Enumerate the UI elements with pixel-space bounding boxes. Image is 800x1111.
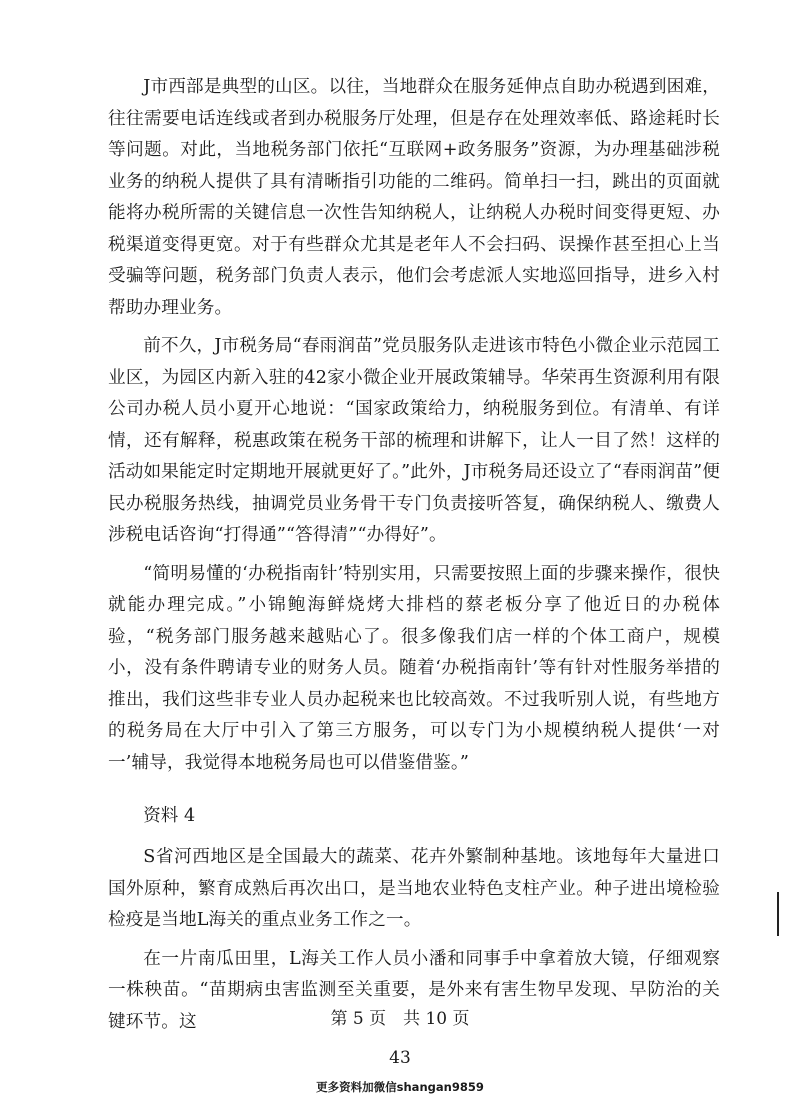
section-paragraph-1: S省河西地区是全国最大的蔬菜、花卉外繁制种基地。该地每年大量进口国外原种，繁育成熟后再次出口，是当地农业特色支柱产业。种子进出境检验检疫是当地L海关的重点业务工作之一。 <box>108 847 720 930</box>
page-indicator: 第 5 页 共 10 页 <box>330 1009 470 1029</box>
footer-note: 更多资料加微信shangan9859 <box>316 1080 484 1094</box>
section-title: 资料 4 <box>143 806 196 826</box>
paragraph-3: “简明易懂的‘办税指南针’特别实用，只需要按照上面的步骤来操作，很快就能办理完成。”小锦鲍海鲜烧烤大排档的蔡老板分享了他近日的办税体验，“税务部门服务越来越贴心了。很多像我们店一样的个体工商户，规模小，没有条件聘请专业的财务人员。随着‘办税指南针’等有针对性服务举措的推出，我们这些非专业人员办起税来也比较高效。不过我听别人说，有些地方的税务局在大厅中引入了第三方服务，可以专门为小规模纳税人提供‘一对一’辅导，我觉得本地税务局也可以借鉴借鉴。” <box>108 563 720 773</box>
scan-margin-mark <box>777 892 779 936</box>
paragraph-2: 前不久，J市税务局“春雨润苗”党员服务队走进该市特色小微企业示范园工业区，为园区内新入驻的42家小微企业开展政策辅导。华荣再生资源利用有限公司办税人员小夏开心地说：“国家政策给力，纳税服务到位。有清单、有详情，还有解释，税惠政策在税务干部的梳理和讲解下，让人一目了然！这样的活动如果能定时定期地开展就更好了。”此外，J市税务局还设立了“春雨润苗”便民办税服务热线，抽调党员业务骨干专门负责接听答复，确保纳税人、缴费人涉税电话咨询“打得通”“答得清”“办得好”。 <box>108 336 720 545</box>
section-paragraph-2: 在一片南瓜田里，L海关工作人员小潘和同事手中拿着放大镜，仔细观察一株秧苗。“苗期病虫害监测至关重要，是外来有害生物早发现、早防治的关键环节。这 <box>108 948 720 1032</box>
printed-page-number: 43 <box>389 1048 411 1068</box>
document-body <box>108 72 720 1045</box>
paragraph-1: J市西部是典型的山区。以往，当地群众在服务延伸点自助办税遇到困难，往往需要电话连线或者到办税服务厅处理，但是存在处理效率低、路途耗时长等问题。对此，当地税务部门依托“互联网+政务服务”资源，为办理基础涉税业务的纳税人提供了具有清晰指引功能的二维码。简单扫一扫，跳出的页面就能将办税所需的关键信息一次性告知纳税人，让纳税人办税时间变得更短、办税渠道变得更宽。对于有些群众尤其是老年人不会扫码、误操作甚至担心上当受骗等问题，税务部门负责人表示，他们会考虑派人实地巡回指导，进乡入村帮助办理业务。 <box>108 77 720 318</box>
